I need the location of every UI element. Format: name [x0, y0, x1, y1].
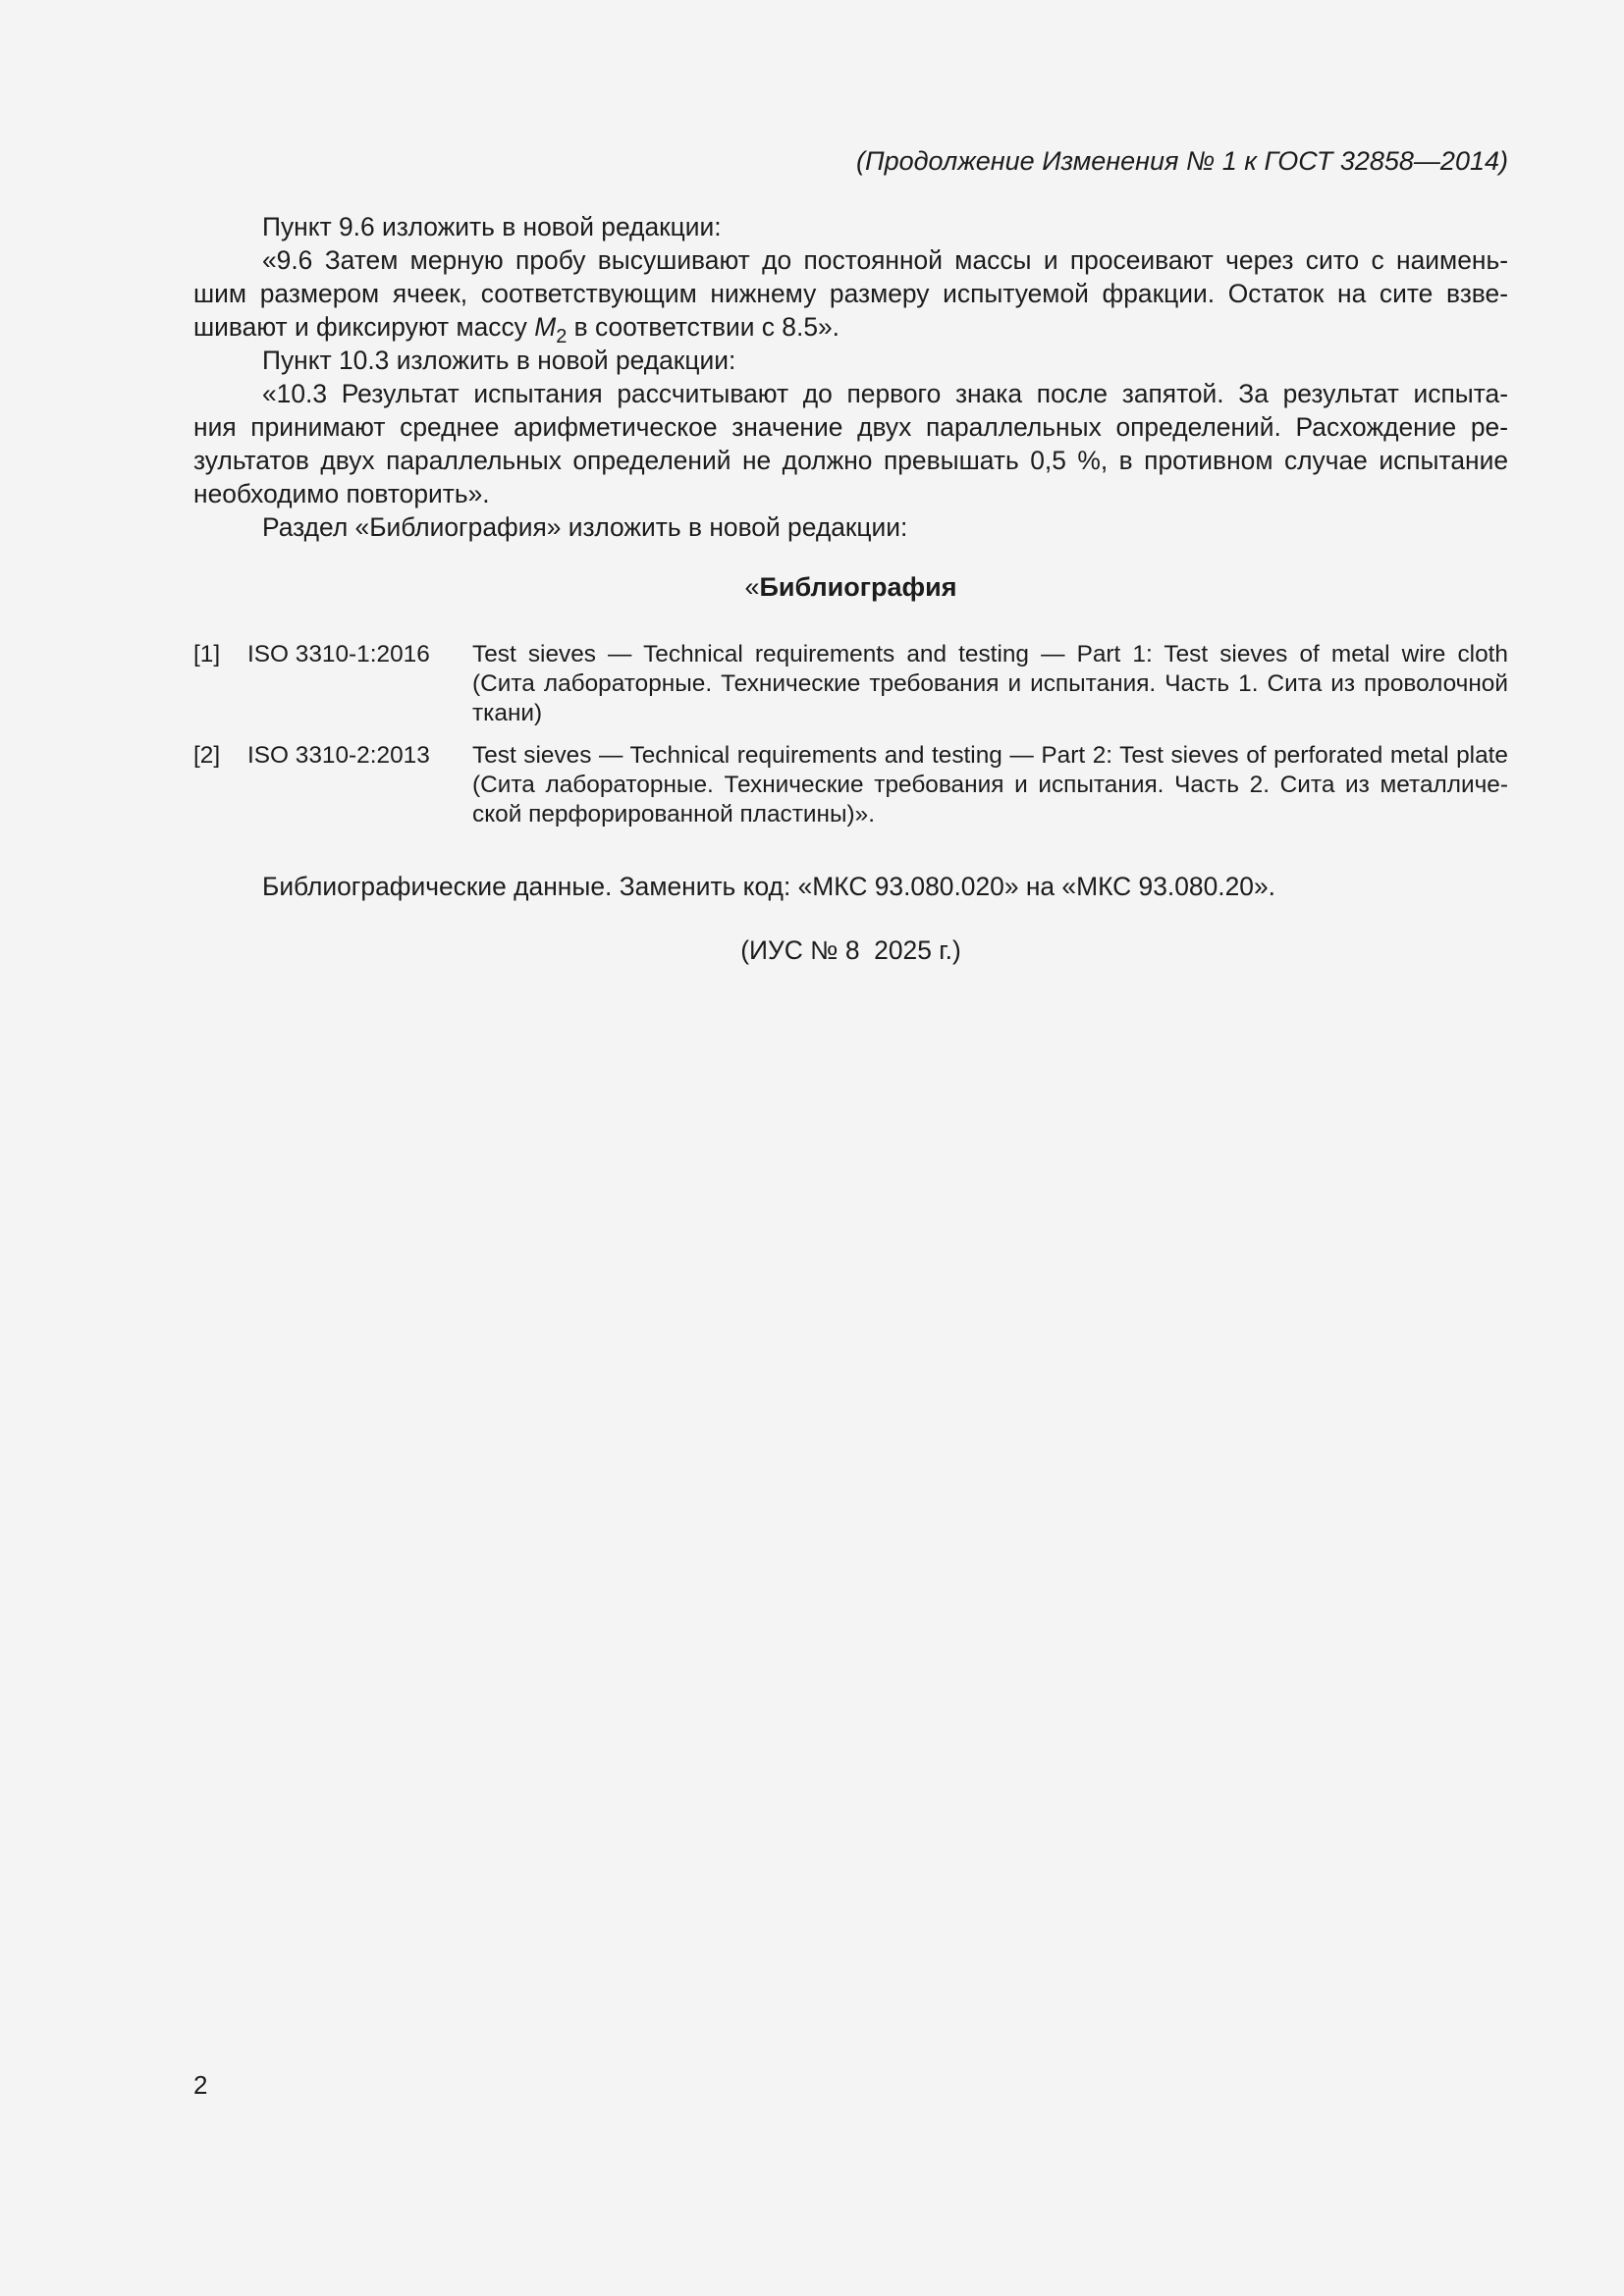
- paragraph-clause-9-6: [193, 243, 1508, 347]
- text-line: зультатов двух параллельных определений не должно превышать 0,5 %, в противном случае испытание: [193, 446, 1508, 475]
- text-line: ткани): [472, 700, 543, 726]
- paragraph-clause-10-3: [193, 377, 1508, 510]
- paragraph-bibliography-intro: Раздел «Библиография» изложить в новой редакции:: [262, 512, 908, 542]
- text-line: ской перфорированной пластины)».: [472, 801, 876, 828]
- mass-variable-subscript: 2: [556, 326, 568, 347]
- text-line: (Сита лабораторные. Технические требования и испытания. Часть 2. Сита из металличе-: [472, 772, 1508, 798]
- bibliography-title: [193, 570, 1508, 604]
- text-line: «9.6 Затем мерную пробу высушивают до постоянной массы и просеивают через сито с наимень-: [262, 245, 1508, 275]
- entry-standard-code: ISO 3310-1:2016: [247, 641, 430, 667]
- text-line: Test sieves — Technical requirements and testing — Part 2: Test sieves of perforated metal plate: [472, 742, 1508, 769]
- text-line: необходимо повторить».: [193, 479, 490, 508]
- page-header: (Продолжение Изменения № 1 к ГОСТ 32858—2014): [856, 146, 1508, 176]
- page-number: 2: [193, 2070, 208, 2100]
- ius-reference: (ИУС № 8 2025 г.): [740, 935, 961, 965]
- bibliographic-data-change: Библиографические данные. Заменить код: «МКС 93.080.020» на «МКС 93.080.20».: [262, 872, 1275, 901]
- opening-quote: «: [744, 572, 760, 602]
- bibliography-heading: Библиография: [759, 572, 957, 602]
- entry-standard-code: ISO 3310-2:2013: [247, 742, 430, 769]
- text-fragment: в соответствии с 8.5».: [567, 312, 840, 342]
- paragraph-clause-9-6-intro: Пункт 9.6 изложить в новой редакции:: [262, 212, 722, 241]
- text-line: «10.3 Результат испытания рассчитывают до первого знака после запятой. За результат испыта-: [262, 379, 1508, 408]
- text-line: [193, 310, 1508, 347]
- text-line: шим размером ячеек, соответствующим нижнему размеру испытуемой фракции. Остаток на сите взве-: [193, 279, 1508, 308]
- entry-title: [472, 640, 1508, 728]
- entry-title: [472, 741, 1508, 829]
- text-line: ния принимают среднее арифметическое значение двух параллельных определений. Расхождение ре-: [193, 412, 1508, 442]
- entry-number: [1]: [193, 641, 221, 667]
- text-line: Test sieves — Technical requirements and testing — Part 1: Test sieves of metal wire cloth: [472, 641, 1508, 667]
- text-line: (Сита лабораторные. Технические требования и испытания. Часть 1. Сита из проволочной: [472, 670, 1508, 697]
- paragraph-clause-10-3-intro: Пункт 10.3 изложить в новой редакции:: [262, 346, 736, 375]
- mass-variable: M: [534, 312, 557, 342]
- entry-number: [2]: [193, 742, 221, 769]
- amendment-text: [193, 210, 1508, 544]
- text-fragment: шивают и фиксируют массу: [193, 312, 535, 342]
